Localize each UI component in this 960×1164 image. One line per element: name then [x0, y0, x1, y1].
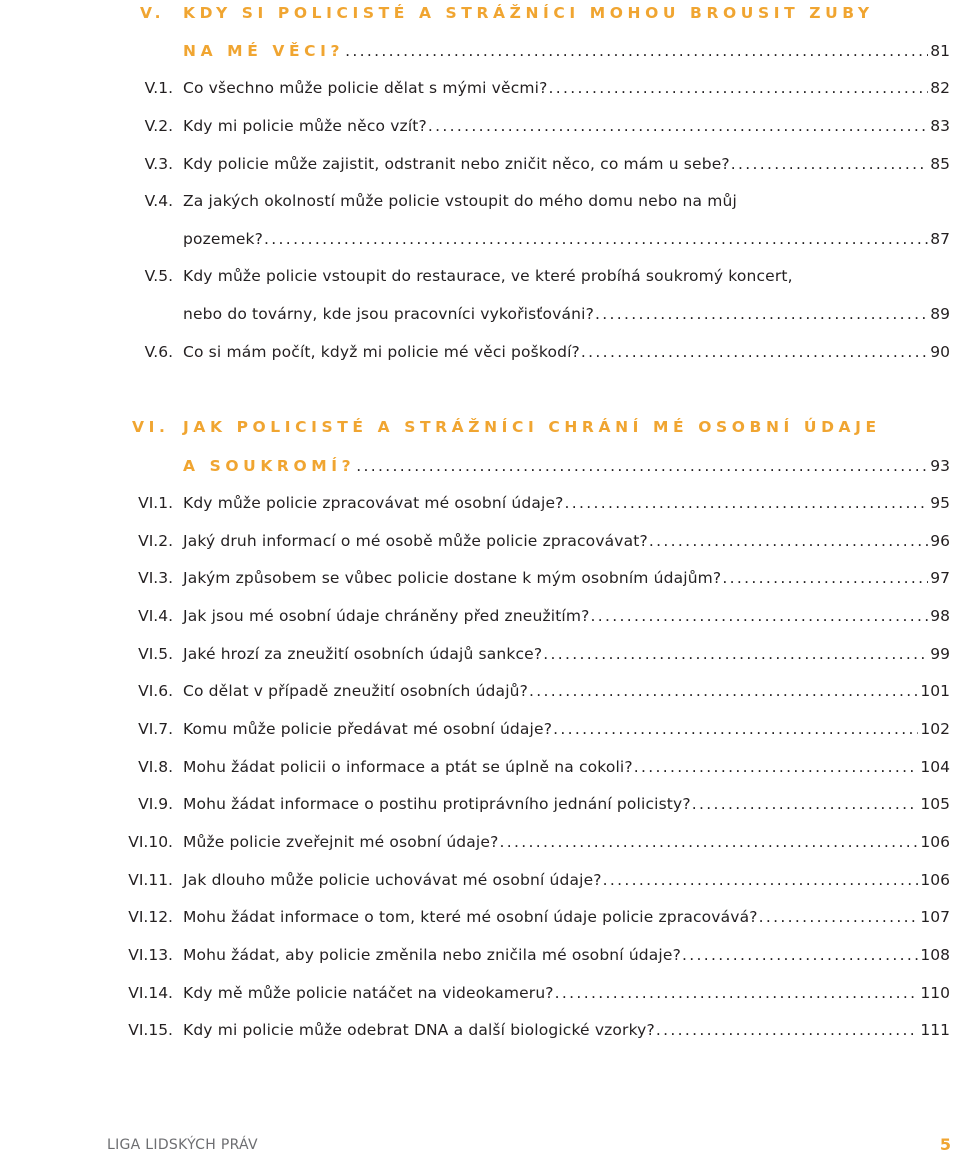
publisher-name: LIGA LIDSKÝCH PRÁV: [107, 1137, 258, 1153]
toc-entry[interactable]: [0, 599, 960, 633]
entry-title: Co dělat v případě zneužití osobních údajů?: [183, 682, 528, 700]
entry-number: VI.1.: [138, 494, 173, 512]
entry-number: VI.7.: [138, 720, 173, 738]
leader-dots: [528, 674, 918, 708]
entry-number: V.3.: [144, 155, 173, 173]
entry-number: VI.13.: [128, 946, 173, 964]
entry-number: VI.5.: [138, 645, 173, 663]
toc-entry[interactable]: [0, 900, 960, 934]
entry-number: VI.15.: [128, 1021, 173, 1039]
leader-dots: [542, 637, 928, 671]
entry-number: VI.8.: [138, 758, 173, 776]
section-heading-cont: NA MÉ VĚCI?: [183, 42, 345, 60]
page-number: 110: [920, 984, 950, 1002]
toc-entry[interactable]: [0, 976, 960, 1010]
entry-number: VI.9.: [138, 795, 173, 813]
leader-dots: [263, 222, 928, 256]
leader-dots: [498, 825, 918, 859]
toc-entry-line-1[interactable]: [0, 184, 960, 218]
entry-title: Jak jsou mé osobní údaje chráněny před zneužitím?: [183, 607, 590, 625]
toc-entry[interactable]: [0, 637, 960, 671]
toc-entry[interactable]: [0, 71, 960, 105]
page-number: 108: [920, 946, 950, 964]
entry-title: Co si mám počít, když mi policie mé věci poškodí?: [183, 343, 580, 361]
leader-dots: [758, 900, 919, 934]
page-number: 99: [930, 645, 950, 663]
leader-dots: [554, 976, 919, 1010]
entry-number: V.5.: [144, 267, 173, 285]
entry-title: Kdy mi policie může odebrat DNA a další biologické vzorky?: [183, 1021, 655, 1039]
page-number: 102: [920, 720, 950, 738]
section-heading-line-2[interactable]: [0, 34, 960, 68]
entry-title: Jaké hrozí za zneužití osobních údajů sankce?: [183, 645, 543, 663]
entry-number: V.2.: [144, 117, 173, 135]
page-number: 97: [930, 569, 950, 587]
entry-title: Kdy policie může zajistit, odstranit nebo zničit něco, co mám u sebe?: [183, 155, 730, 173]
entry-title-line-1: Za jakých okolností může policie vstoupit do mého domu nebo na můj: [183, 192, 737, 210]
section-heading: KDY SI POLICISTÉ A STRÁŽNÍCI MOHOU BROUSIT ZUBY: [183, 4, 874, 22]
page-number: 90: [930, 343, 950, 361]
leader-dots: [655, 1013, 919, 1047]
toc-entry-line-2[interactable]: [0, 222, 960, 256]
leader-dots: [427, 109, 928, 143]
page-number: 89: [930, 305, 950, 323]
toc-entry[interactable]: [0, 863, 960, 897]
leader-dots: [602, 863, 919, 897]
entry-number: VI.4.: [138, 607, 173, 625]
leader-dots: [590, 599, 929, 633]
page-number: 82: [930, 79, 950, 97]
toc-entry[interactable]: [0, 147, 960, 181]
section-heading-line-2[interactable]: [0, 449, 960, 483]
leader-dots: [730, 147, 929, 181]
toc-entry-line-1[interactable]: [0, 259, 960, 293]
leader-dots: [594, 297, 928, 331]
entry-title: Kdy mě může policie natáčet na videokameru?: [183, 984, 554, 1002]
entry-number: VI.12.: [128, 908, 173, 926]
page-number: 106: [920, 833, 950, 851]
toc-entry[interactable]: [0, 938, 960, 972]
entry-title: Komu může policie předávat mé osobní údaje?: [183, 720, 553, 738]
toc-entry[interactable]: [0, 750, 960, 784]
page-number: 87: [930, 230, 950, 248]
entry-title: pozemek?: [183, 230, 264, 248]
toc-entry[interactable]: [0, 1013, 960, 1047]
entry-number: VI.11.: [128, 871, 173, 889]
section-heading-line-1: [0, 0, 960, 30]
page-footer: [0, 1133, 960, 1163]
entry-number: VI.14.: [128, 984, 173, 1002]
toc-entry[interactable]: [0, 674, 960, 708]
section-number: V.: [140, 4, 166, 22]
leader-dots: [580, 335, 928, 369]
page-number: 105: [920, 795, 950, 813]
entry-number: VI.3.: [138, 569, 173, 587]
page-number: 81: [930, 42, 950, 60]
toc-entry[interactable]: [0, 561, 960, 595]
page-number: 85: [930, 155, 950, 173]
page-number: 101: [920, 682, 950, 700]
leader-dots: [633, 750, 919, 784]
entry-title: Co všechno může policie dělat s mými věcmi?: [183, 79, 548, 97]
entry-title: Mohu žádat policii o informace a ptát se úplně na cokoli?: [183, 758, 633, 776]
entry-title: Jak dlouho může policie uchovávat mé osobní údaje?: [183, 871, 602, 889]
entry-title: Mohu žádat informace o tom, které mé osobní údaje policie zpracovává?: [183, 908, 758, 926]
leader-dots: [691, 787, 919, 821]
entry-title: Může policie zveřejnit mé osobní údaje?: [183, 833, 499, 851]
entry-title: Jaký druh informací o mé osobě může policie zpracovávat?: [183, 532, 648, 550]
page-number: 96: [930, 532, 950, 550]
toc-entry-line-2[interactable]: [0, 297, 960, 331]
toc-entry[interactable]: [0, 524, 960, 558]
section-number: VI.: [132, 418, 170, 436]
entry-number: VI.6.: [138, 682, 173, 700]
page-number: 106: [920, 871, 950, 889]
leader-dots: [355, 449, 928, 483]
section-heading-line-1: [0, 410, 960, 444]
leader-dots: [552, 712, 918, 746]
leader-dots: [681, 938, 918, 972]
entry-number: V.1.: [144, 79, 173, 97]
entry-title: Mohu žádat informace o postihu protiprávního jednání policisty?: [183, 795, 691, 813]
leader-dots: [564, 486, 929, 520]
toc-entry[interactable]: [0, 787, 960, 821]
section-heading: JAK POLICISTÉ A STRÁŽNÍCI CHRÁNÍ MÉ OSOBNÍ ÚDAJE: [183, 418, 881, 436]
page-number: 98: [930, 607, 950, 625]
leader-dots: [344, 34, 928, 68]
entry-title: Kdy může policie zpracovávat mé osobní údaje?: [183, 494, 564, 512]
entry-title-line-1: Kdy může policie vstoupit do restaurace, ve které probíhá soukromý koncert,: [183, 267, 793, 285]
entry-title: Jakým způsobem se vůbec policie dostane k mým osobním údajům?: [183, 569, 722, 587]
toc-entry[interactable]: [0, 335, 960, 369]
entry-number: VI.10.: [128, 833, 173, 851]
entry-title: nebo do továrny, kde jsou pracovníci vykořisťováni?: [183, 305, 594, 323]
footer-page-number: 5: [939, 1135, 951, 1154]
leader-dots: [721, 561, 928, 595]
page-number: 93: [930, 457, 950, 475]
toc-entry[interactable]: [0, 486, 960, 520]
leader-dots: [648, 524, 928, 558]
toc-entry[interactable]: [0, 109, 960, 143]
section-heading-cont: A SOUKROMÍ?: [183, 457, 356, 475]
entry-number: V.4.: [144, 192, 173, 210]
page-number: 104: [920, 758, 950, 776]
leader-dots: [547, 71, 928, 105]
entry-title: Mohu žádat, aby policie změnila nebo zničila mé osobní údaje?: [183, 946, 681, 964]
page-number: 107: [920, 908, 950, 926]
entry-number: V.6.: [144, 343, 173, 361]
page-number: 95: [930, 494, 950, 512]
page-number: 83: [930, 117, 950, 135]
page-number: 111: [920, 1021, 950, 1039]
entry-number: VI.2.: [138, 532, 173, 550]
toc-entry[interactable]: [0, 712, 960, 746]
entry-title: Kdy mi policie může něco vzít?: [183, 117, 427, 135]
toc-entry[interactable]: [0, 825, 960, 859]
